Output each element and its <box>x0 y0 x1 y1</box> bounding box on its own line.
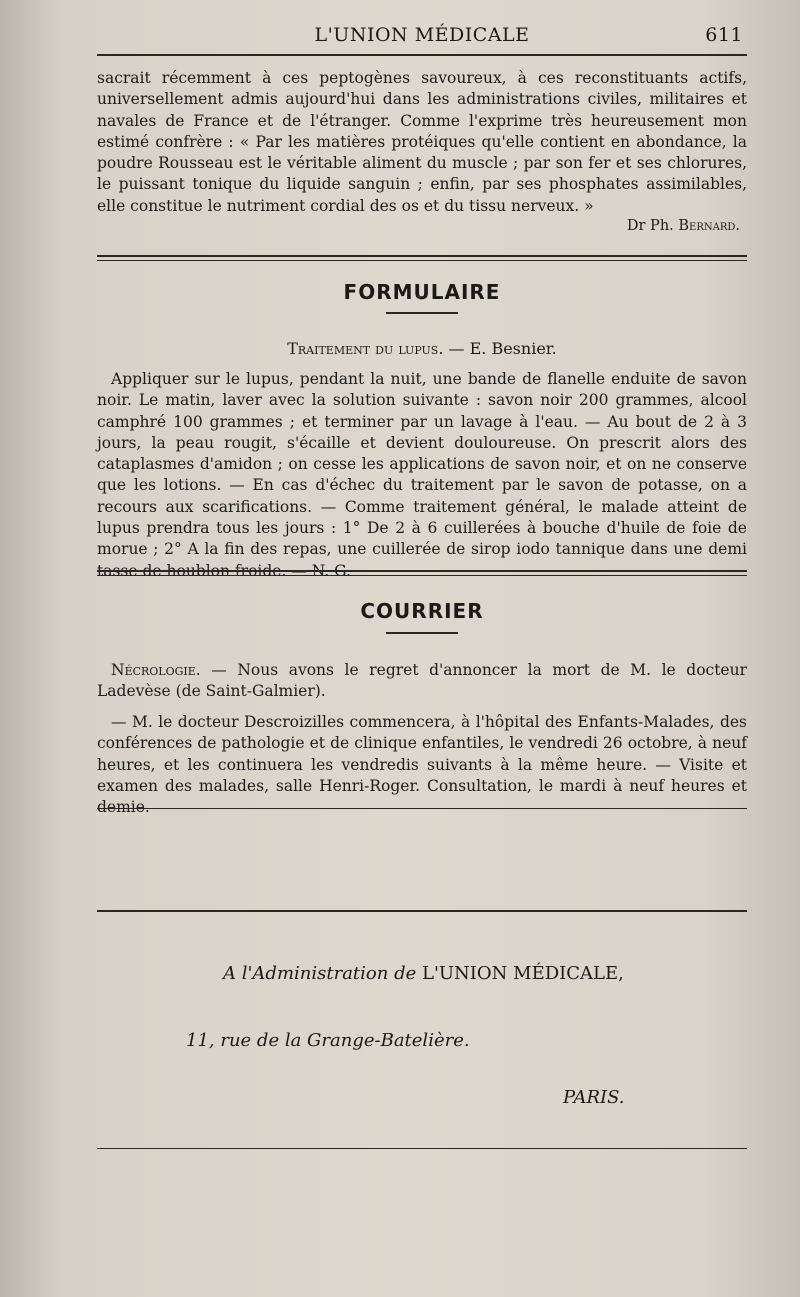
intro-paragraph: sacrait récemment à ces peptogènes savoureux, à ces reconstituants actifs, universellement admis aujourd'hui dans les administrations civiles, militaires et navales de France et de l'étranger. Comme l'exprime très heureusement mon estimé confrère : « Par les matières protéiques qu'elle contient en abondance, la poudre Rousseau est le véritable aliment du muscle ; par son fer et ses chlorures, le puissant tonique du liquide sanguin ; enfin, par ses phosphates assimilables, elle constitue le nutriment cordial des os et du tissu nerveux. » <box>97 69 747 215</box>
signature-name: Bernard. <box>678 218 740 234</box>
intro-section <box>97 68 747 217</box>
formulaire-subtitle <box>97 339 747 358</box>
bulletin-top-rule <box>97 808 747 809</box>
formulaire-title-rule <box>386 312 458 314</box>
address-line-2: 11, rue de la Grange-Batelière. <box>186 1030 470 1051</box>
courrier-paragraph: — M. le docteur Descroizilles commencera, à l'hôpital des Enfants-Malades, des conférences de pathologie et de clinique enfantiles, le vendredi 26 octobre, à neuf heures, et les continuera les vendredis suivants à la même heure. — Visite et examen des malades, salle Henri-Roger. Consultation, le mardi à neuf heures et demie. <box>97 713 747 817</box>
courrier-title: COURRIER <box>360 599 484 623</box>
necrologie-label: Nécrologie. <box>111 661 201 679</box>
address-prefix: A l'Administration de <box>223 963 417 984</box>
journal-title: L'UNION MÉDICALE <box>314 24 530 46</box>
header-rule <box>97 54 747 56</box>
necrologie-paragraph <box>97 660 747 703</box>
section-divider-2 <box>97 570 747 576</box>
courrier-title-rule <box>386 632 458 634</box>
formulaire-section <box>97 369 747 582</box>
section-divider <box>97 255 747 261</box>
signature-prefix: Dr Ph. <box>626 218 674 234</box>
address-city: PARIS. <box>563 1087 625 1108</box>
formulaire-paragraph: Appliquer sur le lupus, pendant la nuit, une bande de flanelle enduite de savon noir. Le matin, laver avec la solution suivante : savon noir 200 grammes, alcool camphré 100 grammes ; et terminer par un lavage à l'eau. — Au bout de 2 à 3 jours, la peau rougit, s'écaille et devient douloureuse. On prescrit alors des cataplasmes d'amidon ; on cesse les applications de savon noir, et on ne conserve que les lotions. — En cas d'échec du traitement par le savon de potasse, on a recours aux scarifications. — Comme traitement général, le malade atteint de lupus prendra tous les jours : 1° De 2 à 6 cuillerées à bouche d'huile de foie de morue ; 2° A la fin des repas, une cuillerée de sirop iodo tannique dans une demi tasse de houblon froide. — N. G. <box>97 370 747 580</box>
necrologie-text: — Nous avons le regret d'annoncer la mort de M. le docteur Ladevèse (de Saint-Galmier). <box>97 661 747 701</box>
intro-signature <box>627 218 740 234</box>
running-header <box>97 20 747 50</box>
address-journal: L'UNION MÉDICALE, <box>421 963 624 984</box>
formulaire-title: FORMULAIRE <box>343 280 501 304</box>
subtitle-author: — E. Besnier. <box>448 339 557 358</box>
page-number: 611 <box>705 24 743 46</box>
bottom-rule <box>97 1148 747 1149</box>
bulletin-rule <box>97 910 747 912</box>
courrier-necrologie <box>97 660 747 703</box>
courrier-section <box>97 712 747 818</box>
subtitle-topic: Traitement du lupus. <box>287 339 444 358</box>
address-line-1 <box>223 963 624 984</box>
